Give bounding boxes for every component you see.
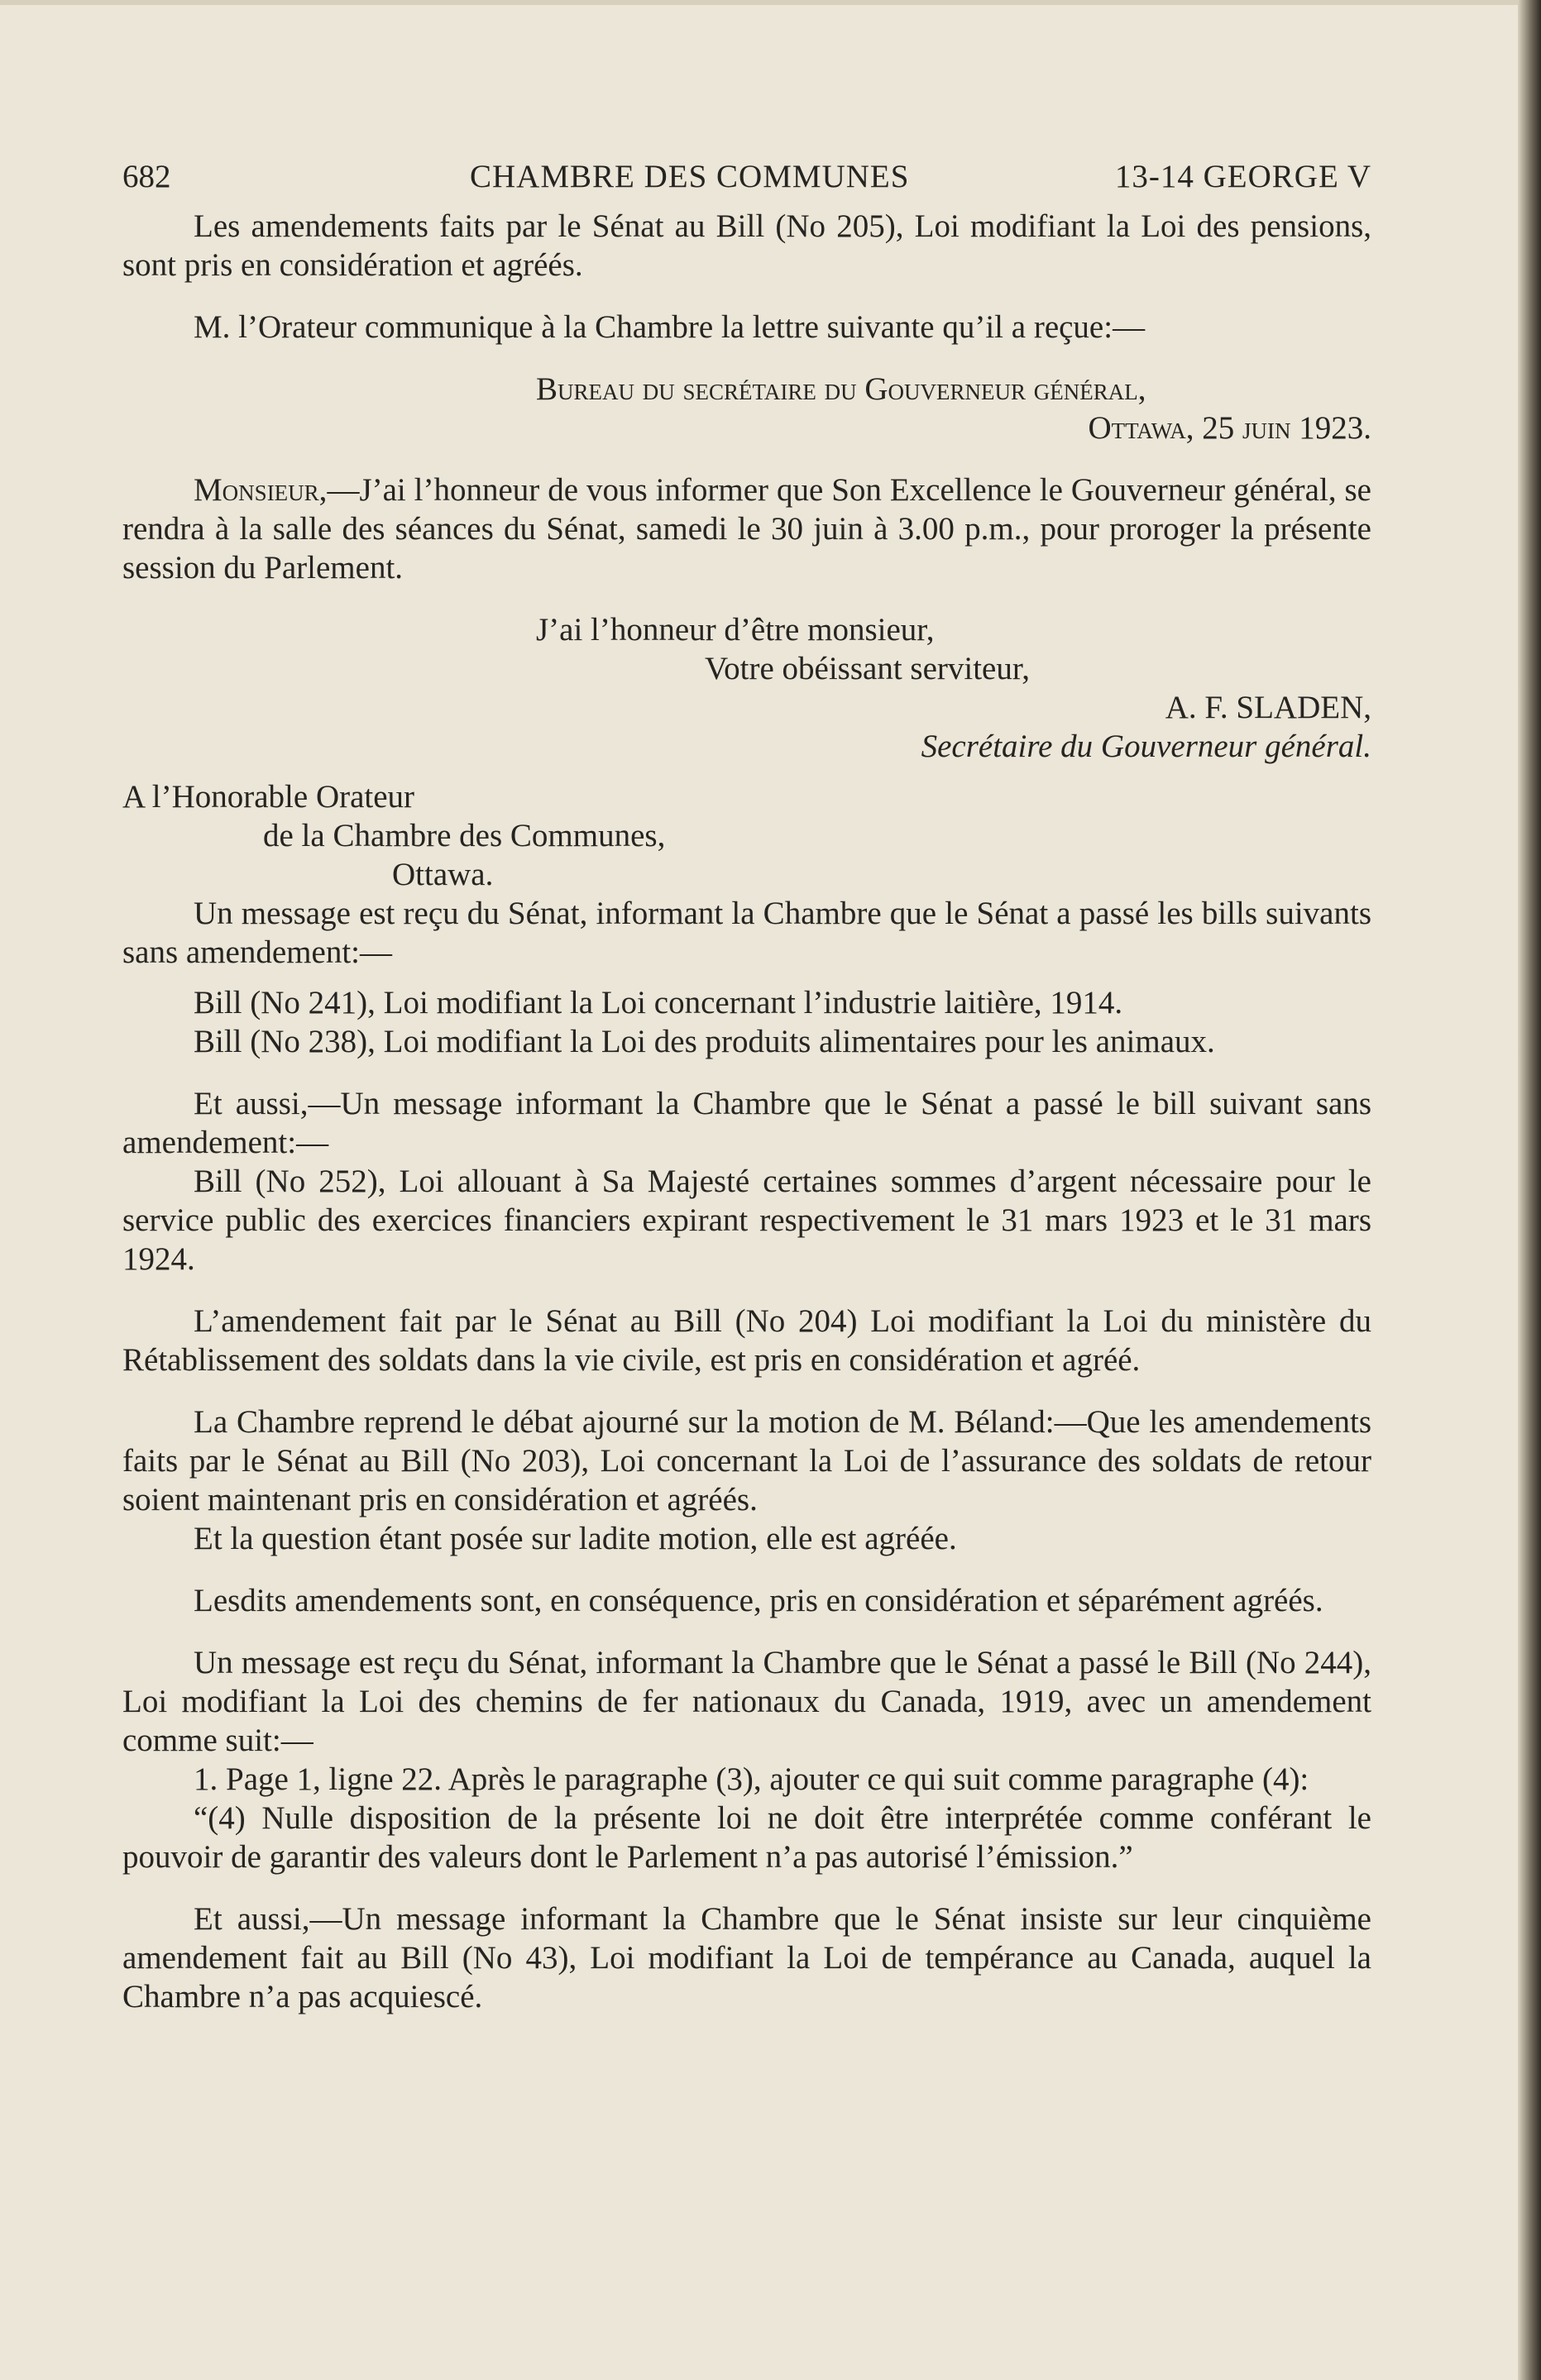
paragraph-pensions-amendments: Les amendements faits par le Sénat au Bill (No 205), Loi modifiant la Loi des pensions, sont pris en considération et agréés. xyxy=(122,208,1371,283)
paragraph-amendment-text: “(4) Nulle disposition de la présente loi ne doit être interprétée comme conférant le pouvoir de garantir des valeurs dont le Parlement n’a pas autorisé l’émission.” xyxy=(122,1800,1371,1875)
paragraph-amendment-page-1: 1. Page 1, ligne 22. Après le paragraphe (3), ajouter ce qui suit comme paragraphe (4): xyxy=(194,1761,1309,1797)
paragraph-bill-252: Bill (No 252), Loi allouant à Sa Majesté certaines sommes d’argent nécessaire pour le service public des exercices financiers expirant respectivement le 31 mars 1923 et le 31 mars 1924. xyxy=(122,1164,1371,1277)
page-binding-edge xyxy=(1518,0,1541,2380)
paragraph-senate-message-bill-244: Un message est reçu du Sénat, informant la Chambre que le Sénat a passé le Bill (No 244), Loi modifiant la Loi des chemins de fer nationaux du Canada, 1919, avec un amendement comme suit:— xyxy=(122,1645,1371,1758)
page-top-edge xyxy=(0,0,1518,5)
addressee-line-3: Ottawa. xyxy=(392,857,494,892)
regnal-year: 13-14 GEORGE V xyxy=(1114,159,1371,194)
letter-office: Bureau du secrétaire du Gouverneur général, xyxy=(536,371,1146,407)
letter-body-paragraph xyxy=(122,471,1371,587)
paragraph-senate-message-bill-252: Et aussi,—Un message informant la Chambre que le Sénat a passé le bill suivant sans amendement:— xyxy=(122,1086,1371,1160)
page-content xyxy=(122,149,1371,2016)
addressee-line-1: A l’Honorable Orateur xyxy=(122,779,415,815)
paragraph-speaker-letter-intro: M. l’Orateur communique à la Chambre la lettre suivante qu’il a reçue:— xyxy=(194,309,1146,345)
letter-place-date xyxy=(122,409,1371,447)
paragraph-bill-241: Bill (No 241), Loi modifiant la Loi concernant l’industrie laitière, 1914. xyxy=(194,985,1123,1020)
letter-closing-2: Votre obéissant serviteur, xyxy=(705,651,1031,686)
addressee-line-2: de la Chambre des Communes, xyxy=(263,818,666,853)
paragraph-motion-agreed: Et la question étant posée sur ladite motion, elle est agréée. xyxy=(194,1521,957,1556)
letter-place-date-text: Ottawa, 25 juin 1923. xyxy=(1088,410,1371,446)
paragraph-senate-insists-bill-43: Et aussi,—Un message informant la Chambre que le Sénat insiste sur leur cinquième amendement fait au Bill (No 43), Loi modifiant la Loi de tempérance au Canada, auquel la Chambre n’a pas acquiescé. xyxy=(122,1901,1371,2014)
running-title: CHAMBRE DES COMMUNES xyxy=(470,159,910,194)
paragraph-amendments-agreed: Lesdits amendements sont, en conséquence, pris en considération et séparément agréés. xyxy=(194,1583,1323,1618)
running-header xyxy=(122,149,1371,207)
paragraph-senate-message-bills: Un message est reçu du Sénat, informant la Chambre que le Sénat a passé les bills suivants sans amendement:— xyxy=(122,896,1371,970)
letter-salutation: Monsieur, xyxy=(194,472,328,508)
letter-body-text: —J’ai l’honneur de vous informer que Son Excellence le Gouverneur général, se rendra à la salle des séances du Sénat, samedi le 30 juin à 3.00 p.m., pour proroger la présente session du Parlement. xyxy=(122,472,1371,585)
letter-closing-1: J’ai l’honneur d’être monsieur, xyxy=(536,612,935,648)
page-number: 682 xyxy=(122,159,171,194)
paragraph-bill-238: Bill (No 238), Loi modifiant la Loi des produits alimentaires pour les animaux. xyxy=(194,1024,1215,1059)
letter-signer-title: Secrétaire du Gouverneur général. xyxy=(921,729,1371,764)
letter-signer: A. F. SLADEN, xyxy=(1165,690,1371,725)
paragraph-bill-204: L’amendement fait par le Sénat au Bill (No 204) Loi modifiant la Loi du ministère du Rétablissement des soldats dans la vie civile, est pris en considération et agréé. xyxy=(122,1303,1371,1378)
paragraph-debate-bill-203: La Chambre reprend le débat ajourné sur la motion de M. Béland:—Que les amendements faits par le Sénat au Bill (No 203), Loi concernant la Loi de l’assurance des soldats de retour soient maintenant pris en considération et agréés. xyxy=(122,1404,1371,1517)
